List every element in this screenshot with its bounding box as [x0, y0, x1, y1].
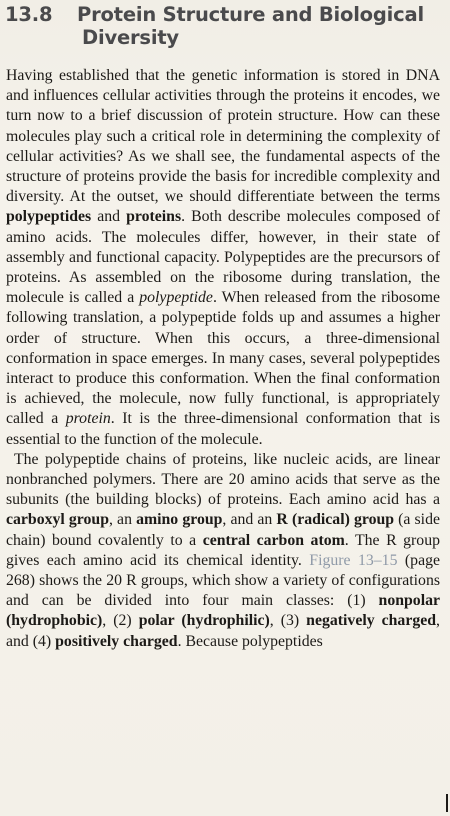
text-run: , (2) — [102, 612, 139, 630]
section-number: 13.8 — [5, 3, 53, 26]
term-r-group: R (radical) group — [276, 511, 395, 529]
term-polar: polar (hydrophilic) — [138, 612, 270, 630]
term-polypeptides: polypeptides — [6, 208, 92, 226]
text-run: . Both describe molecules composed of amino acids. The molecules differ, however, in their state of assembly and functional capacity. Polypeptides are the precursors of proteins. As assembled on the ribosome during translation, the molecule is called a — [6, 208, 440, 307]
text-run: (page 268) shows the 20 R groups, which show a variety of configurations and can be divided into four main classes: (1) — [6, 551, 441, 610]
margin-bar — [446, 794, 448, 812]
term-positively-charged: positively charged — [55, 632, 178, 650]
text-run: . It is the three-dimensional conformation that is essential to the function of the molecule. — [6, 410, 441, 448]
paragraph-1 — [6, 66, 440, 450]
text-run: , (3) — [269, 612, 307, 630]
italic-polypeptide: polypeptide — [139, 289, 213, 307]
text-run: The polypeptide chains of proteins, like nucleic acids, are linear nonbranched polymers. There are 20 amino acids that serve as the subunits (the building blocks) of proteins. Each amino acid has a — [6, 450, 440, 509]
text-run: , and (4) — [6, 612, 440, 650]
term-amino-group: amino group — [136, 511, 223, 529]
term-central-carbon-atom: central carbon atom — [202, 531, 345, 549]
term-carboxyl-group: carboxyl group — [6, 511, 109, 529]
section-title-line-2: Diversity — [82, 26, 179, 49]
body-text — [6, 66, 440, 652]
text-run: and — [91, 208, 127, 226]
text-run: . Because polypeptides — [177, 632, 323, 650]
text-run: (a side chain) bound covalently to a — [6, 511, 440, 549]
text-run: , and an — [222, 511, 277, 529]
paragraph-2 — [6, 450, 440, 652]
term-negatively-charged: negatively charged — [306, 612, 437, 630]
section-title-line-1: Protein Structure and Biological — [77, 3, 424, 26]
term-proteins: proteins — [126, 208, 182, 226]
text-run: Having established that the genetic information is stored in DNA and influences cellular activities through the proteins it encodes, we turn now to a brief discussion of protein structure. How can these molecules play such a critical role in determining the complexity of cellular activities? As we shall see, the fundamental aspects of the structure of proteins provide the basis for incredible complexity and diversity. At the outset, we should differentiate between the terms — [6, 67, 440, 206]
italic-protein: protein — [65, 410, 111, 428]
text-run: . When released from the ribosome following translation, a polypeptide folds up and assumes a higher order of structure. When this occurs, a three-dimensional conformation in space emerges. In many cases, several polypeptides interact to produce this conformation. When the final conformation is achieved, the molecule, now fully functional, is appropriately called a — [6, 289, 440, 428]
section-heading — [5, 2, 445, 51]
text-run: . The R group gives each amino acid its chemical identity. — [6, 531, 440, 569]
term-nonpolar: nonpolar (hydrophobic) — [6, 592, 440, 630]
figure-reference-link[interactable]: Figure 13–15 — [309, 551, 398, 569]
text-run: , an — [109, 511, 137, 529]
